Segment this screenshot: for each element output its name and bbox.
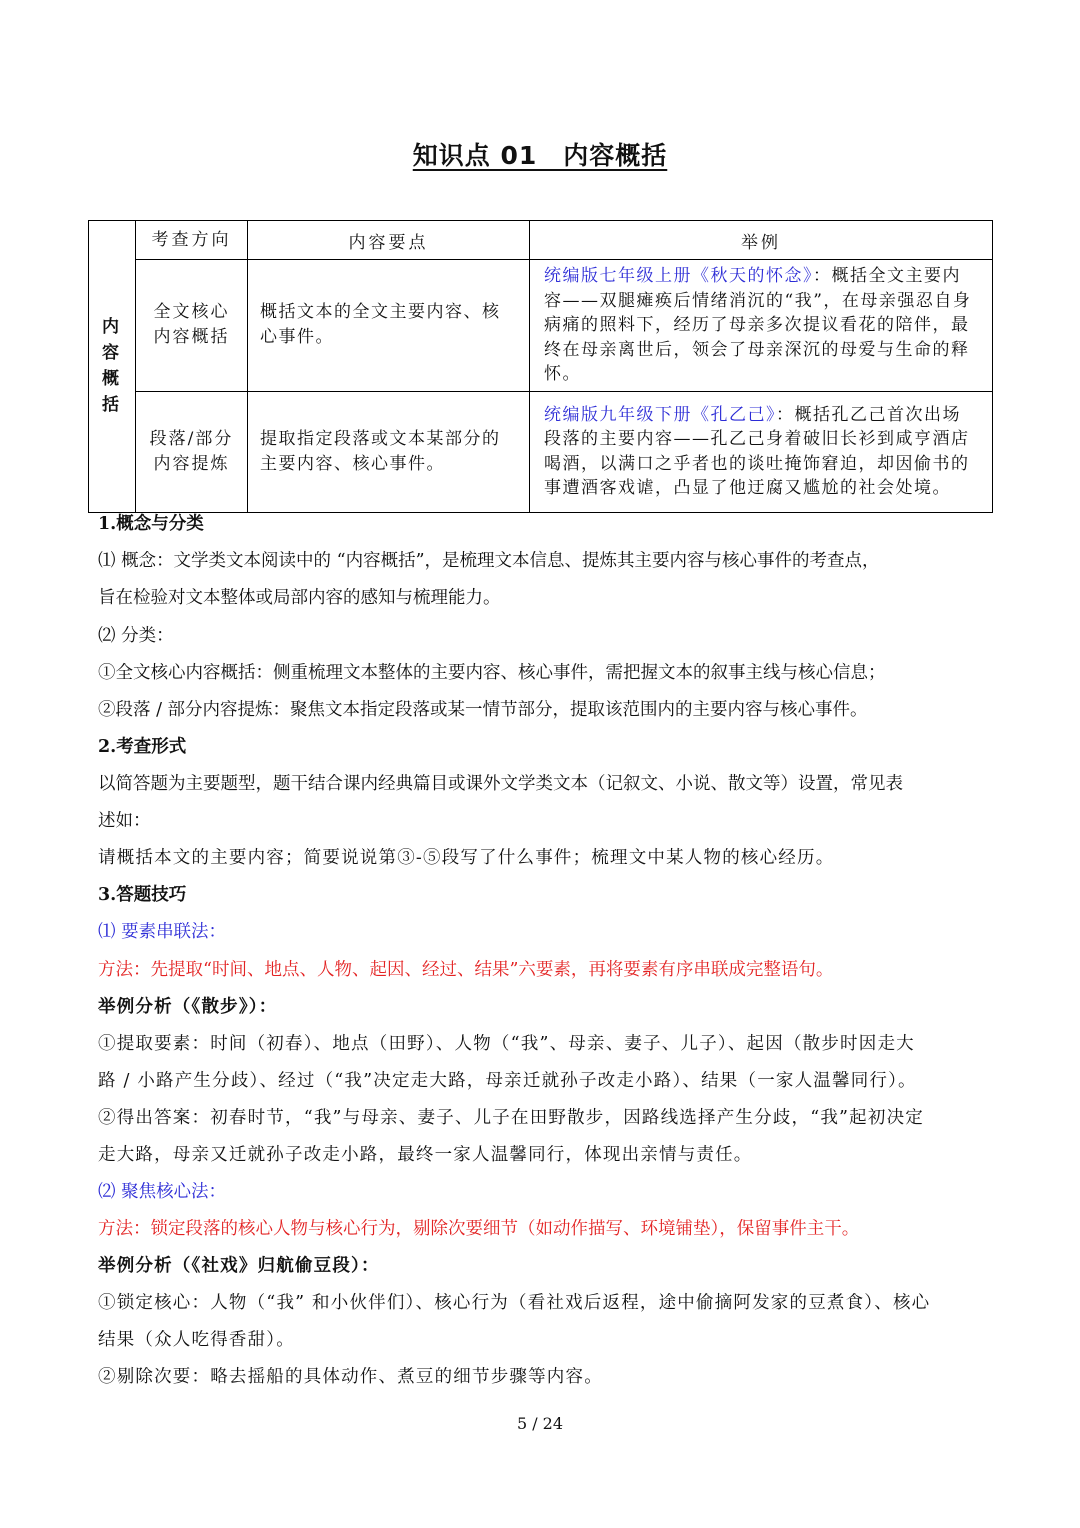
method-title: ⑴ 要素串联法： — [98, 922, 227, 942]
row-point: 概括文本的全文主要内容、核心事件。 — [248, 260, 530, 392]
header-direction: 考查方向 — [136, 221, 248, 260]
paragraph: 述如： — [98, 811, 151, 831]
example-heading: 举例分析（《散步》）： — [98, 997, 278, 1017]
paragraph: 结果（众人吃得香甜）。 — [98, 1330, 295, 1350]
table-header-row — [89, 221, 993, 260]
paragraph: 走大路，母亲又迁就孙子改走小路，最终一家人温馨同行，体现出亲情与责任。 — [98, 1145, 753, 1165]
paragraph: ②得出答案：初春时节，“我”与母亲、妻子、儿子在田野散步，因路线选择产生分歧，“我”起初决定 — [98, 1108, 924, 1128]
section-heading-concept: 1.概念与分类 — [98, 514, 204, 534]
knowledge-table — [88, 220, 993, 513]
paragraph: 路 / 小路产生分歧）、经过（“我”决定走大路，母亲迁就孙子改走小路）、结果（一家人温馨同行）。 — [98, 1071, 917, 1091]
page-number: 5 / 24 — [516, 1414, 564, 1433]
section-heading-skills: 3.答题技巧 — [98, 885, 187, 905]
row-direction: 段落/部分 内容提炼 — [136, 391, 248, 512]
paragraph: 请概括本文的主要内容；简要说说第③-⑤段写了什么事件；梳理文中某人物的核心经历。 — [98, 848, 835, 868]
method-description: 方法：锁定段落的核心人物与核心行为，剔除次要细节（如动作描写、环境铺垫），保留事件主干。 — [98, 1219, 860, 1239]
table-side-label: 内 容 概 括 — [89, 221, 136, 513]
method-title: ⑵ 聚焦核心法： — [98, 1182, 227, 1202]
paragraph: ②段落 / 部分内容提炼：聚焦文本指定段落或某一情节部分，提取该范围内的主要内容与核心事件。 — [98, 700, 868, 720]
paragraph: 以简答题为主要题型，题干结合课内经典篇目或课外文学类文本（记叙文、小说、散文等）设置，常见表 — [98, 774, 903, 794]
paragraph: ①锁定核心：人物（“我” 和小伙伴们）、核心行为（看社戏后返程，途中偷摘阿发家的豆煮食）、核心 — [98, 1293, 931, 1313]
example-text: ：概括孔乙己首次出场段落的主要内容——孔乙己身着破旧长衫到咸亨酒店喝酒，以满口之乎者也的谈吐掩饰窘迫，却因偷书的事遭酒客戏谑，凸显了他迂腐又尴尬的社会处境。 — [544, 404, 970, 498]
row-example — [530, 391, 993, 512]
example-text: ：概括全文主要内容——双腿瘫痪后情绪消沉的“我”，在母亲强忍自身病痛的照料下，经历了母亲多次提议看花的陪伴，最终在母亲离世后，领会了母亲深沉的母爱与生命的释怀。 — [544, 266, 972, 384]
header-point: 内容要点 — [248, 221, 530, 260]
row-point: 提取指定段落或文本某部分的主要内容、核心事件。 — [248, 391, 530, 512]
example-source: 统编版九年级下册《孔乙己》 — [544, 404, 776, 425]
table-row — [89, 260, 993, 392]
method-description: 方法：先提取“时间、地点、人物、起因、经过、结果”六要素，再将要素有序串联成完整语句。 — [98, 960, 834, 980]
paragraph: ⑵ 分类： — [98, 626, 174, 646]
header-example: 举例 — [530, 221, 993, 260]
example-source: 统编版七年级上册《秋天的怀念》 — [544, 266, 813, 286]
paragraph: 旨在检验对文本整体或局部内容的感知与梳理能力。 — [98, 588, 501, 608]
row-direction: 全文核心 内容概括 — [136, 260, 248, 392]
example-heading: 举例分析（《社戏》归航偷豆段）： — [98, 1256, 380, 1276]
page-title: 知识点 01 内容概括 — [412, 141, 668, 170]
paragraph: ⑴ 概念：文学类文本阅读中的 “内容概括”，是梳理文本信息、提炼其主要内容与核心事件的考查点， — [98, 551, 880, 571]
paragraph: ①全文核心内容概括：侧重梳理文本整体的主要内容、核心事件，需把握文本的叙事主线与核心信息； — [98, 663, 886, 683]
table-row — [89, 391, 993, 512]
paragraph: ①提取要素：时间（初春）、地点（田野）、人物（“我”、母亲、妻子、儿子）、起因（散步时因走大 — [98, 1034, 915, 1054]
paragraph: ②剔除次要：略去摇船的具体动作、煮豆的细节步骤等内容。 — [98, 1367, 603, 1387]
section-heading-form: 2.考查形式 — [98, 737, 187, 757]
row-example — [530, 260, 993, 392]
